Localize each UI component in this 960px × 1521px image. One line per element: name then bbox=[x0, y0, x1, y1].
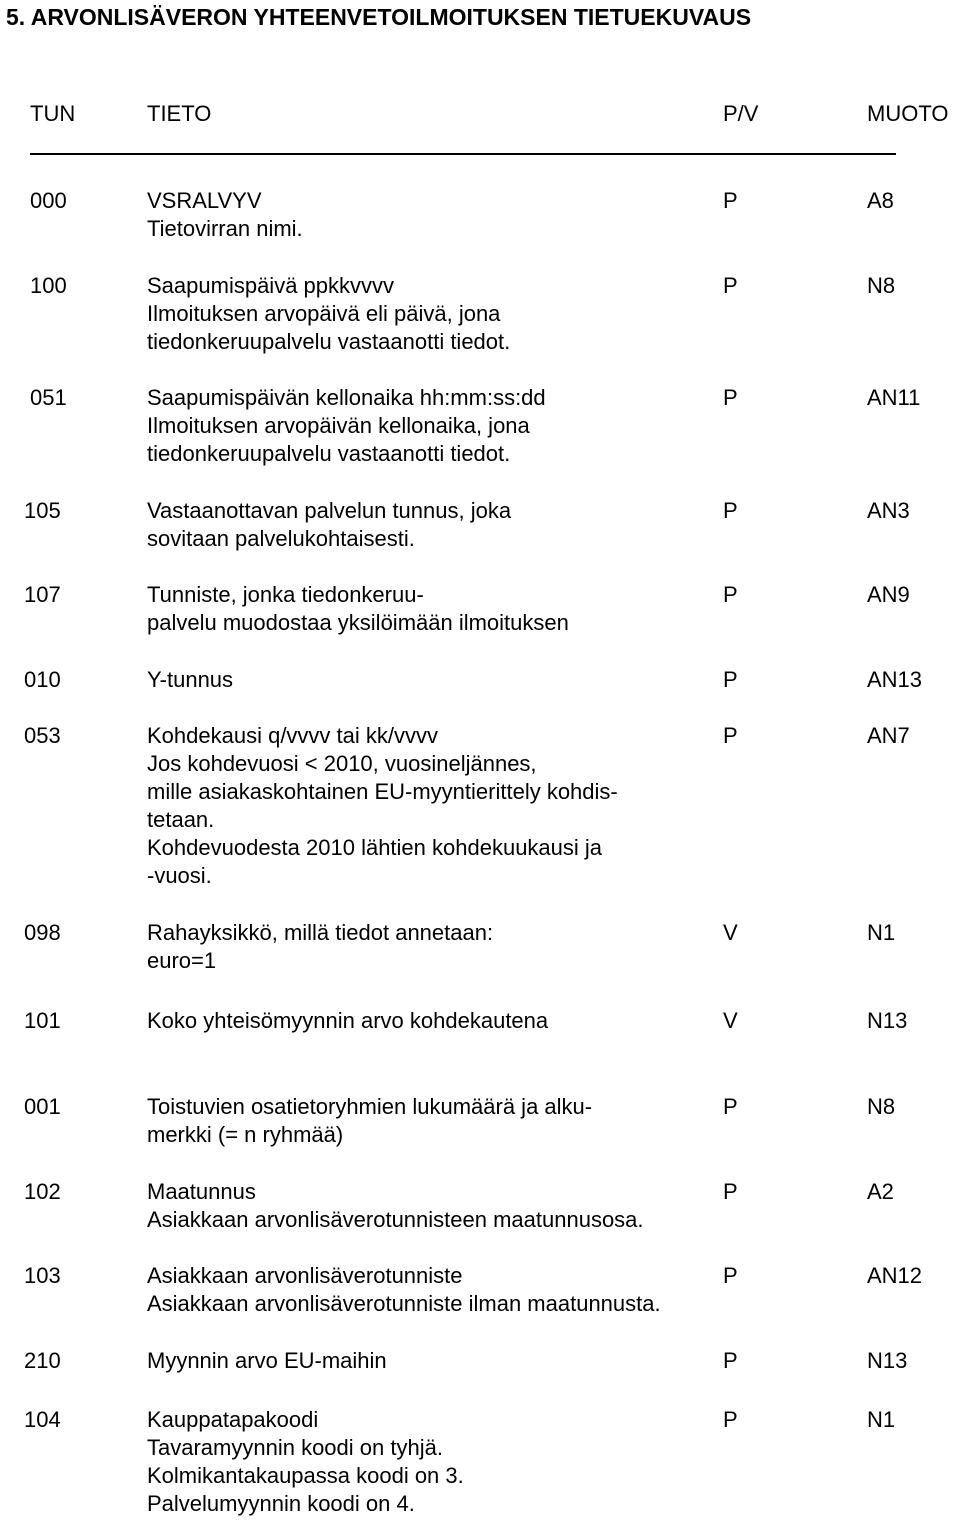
field-required: P bbox=[723, 1179, 738, 1204]
description-line: tetaan. bbox=[147, 807, 215, 832]
description-line: euro=1 bbox=[147, 948, 217, 973]
field-description bbox=[147, 1093, 592, 1149]
field-required: P bbox=[723, 723, 738, 748]
field-format: N13 bbox=[867, 1008, 908, 1033]
field-description bbox=[147, 1007, 548, 1035]
field-description bbox=[147, 666, 233, 694]
field-code: 098 bbox=[24, 920, 61, 945]
field-code: 102 bbox=[24, 1179, 61, 1204]
field-code: 051 bbox=[30, 385, 67, 410]
description-line: Toistuvien osatietoryhmien lukumäärä ja alku- bbox=[147, 1094, 593, 1119]
description-line: Ilmoituksen arvopäivä eli päivä, jona bbox=[147, 301, 501, 326]
field-required: P bbox=[723, 498, 738, 523]
description-line: Palvelumyynnin koodi on 4. bbox=[147, 1491, 415, 1516]
table-row bbox=[0, 722, 960, 888]
field-code: 001 bbox=[24, 1094, 61, 1119]
description-line: Saapumispäivän kellonaika hh:mm:ss:dd bbox=[147, 385, 546, 410]
description-line: Kohdekausi q/vvvv tai kk/vvvv bbox=[147, 723, 439, 748]
description-line: Y-tunnus bbox=[147, 667, 234, 692]
table-row bbox=[0, 581, 960, 635]
field-description bbox=[147, 1262, 661, 1318]
field-description bbox=[147, 497, 511, 553]
field-description bbox=[147, 919, 493, 975]
header-tieto: TIETO bbox=[147, 101, 212, 126]
header-divider bbox=[30, 153, 896, 155]
field-format: AN13 bbox=[867, 667, 923, 692]
field-format: AN3 bbox=[867, 498, 910, 523]
field-code: 000 bbox=[30, 188, 67, 213]
description-line: tiedonkeruupalvelu vastaanotti tiedot. bbox=[147, 441, 511, 466]
field-required: P bbox=[723, 385, 738, 410]
table-row bbox=[0, 187, 960, 241]
field-required: V bbox=[723, 1008, 738, 1033]
field-format: N1 bbox=[867, 920, 896, 945]
field-format: N1 bbox=[867, 1407, 896, 1432]
field-description bbox=[147, 1178, 644, 1234]
table-row bbox=[0, 272, 960, 354]
table-row bbox=[0, 384, 960, 466]
header-pv: P/V bbox=[723, 101, 759, 126]
table-row bbox=[0, 1347, 960, 1373]
description-line: Rahayksikkö, millä tiedot annetaan: bbox=[147, 920, 494, 945]
field-description bbox=[147, 1347, 387, 1375]
field-code: 107 bbox=[24, 582, 61, 607]
description-line: Asiakkaan arvonlisäverotunniste ilman maatunnusta. bbox=[147, 1291, 661, 1316]
field-format: AN9 bbox=[867, 582, 910, 607]
description-line: -vuosi. bbox=[147, 863, 212, 888]
field-description bbox=[147, 272, 510, 356]
table-row bbox=[0, 1262, 960, 1316]
field-required: P bbox=[723, 667, 738, 692]
field-description bbox=[147, 1406, 464, 1518]
description-line: Ilmoituksen arvopäivän kellonaika, jona bbox=[147, 413, 530, 438]
field-code: 105 bbox=[24, 498, 61, 523]
table-row bbox=[0, 666, 960, 692]
table-row bbox=[0, 919, 960, 973]
table-row bbox=[0, 1178, 960, 1232]
description-line: palvelu muodostaa yksilöimään ilmoituksen bbox=[147, 610, 569, 635]
table-row bbox=[0, 1093, 960, 1147]
table-row bbox=[0, 1007, 960, 1033]
field-code: 010 bbox=[24, 667, 61, 692]
field-required: P bbox=[723, 1094, 738, 1119]
field-format: A8 bbox=[867, 188, 894, 213]
header-muoto: MUOTO bbox=[867, 101, 949, 126]
description-line: Kolmikantakaupassa koodi on 3. bbox=[147, 1463, 464, 1488]
field-required: P bbox=[723, 188, 738, 213]
description-line: Myynnin arvo EU-maihin bbox=[147, 1348, 387, 1373]
field-description bbox=[147, 187, 303, 243]
table-row bbox=[0, 497, 960, 551]
description-line: Kauppatapakoodi bbox=[147, 1407, 319, 1432]
field-code: 103 bbox=[24, 1263, 61, 1288]
field-format: AN12 bbox=[867, 1263, 923, 1288]
field-format: AN7 bbox=[867, 723, 910, 748]
field-format: N8 bbox=[867, 273, 896, 298]
description-line: Tietovirran nimi. bbox=[147, 216, 303, 241]
field-code: 210 bbox=[24, 1348, 61, 1373]
field-required: P bbox=[723, 1348, 738, 1373]
field-format: N13 bbox=[867, 1348, 908, 1373]
description-line: Vastaanottavan palvelun tunnus, joka bbox=[147, 498, 512, 523]
description-line: sovitaan palvelukohtaisesti. bbox=[147, 526, 415, 551]
description-line: Maatunnus bbox=[147, 1179, 256, 1204]
field-format: N8 bbox=[867, 1094, 896, 1119]
field-format: A2 bbox=[867, 1179, 894, 1204]
description-line: VSRALVYV bbox=[147, 188, 262, 213]
field-description bbox=[147, 581, 569, 637]
header-tun: TUN bbox=[30, 101, 76, 126]
table-row bbox=[0, 1406, 960, 1516]
field-required: V bbox=[723, 920, 738, 945]
field-required: P bbox=[723, 1407, 738, 1432]
description-line: Jos kohdevuosi < 2010, vuosineljännes, bbox=[147, 751, 537, 776]
description-line: Tunniste, jonka tiedonkeruu- bbox=[147, 582, 424, 607]
field-code: 100 bbox=[30, 273, 67, 298]
field-code: 053 bbox=[24, 723, 61, 748]
description-line: Kohdevuodesta 2010 lähtien kohdekuukausi ja bbox=[147, 835, 603, 860]
description-line: mille asiakaskohtainen EU-myyntierittely kohdis- bbox=[147, 779, 618, 804]
field-description bbox=[147, 384, 546, 468]
field-code: 104 bbox=[24, 1407, 61, 1432]
field-required: P bbox=[723, 1263, 738, 1288]
description-line: Koko yhteisömyynnin arvo kohdekautena bbox=[147, 1008, 549, 1033]
description-line: Tavaramyynnin koodi on tyhjä. bbox=[147, 1435, 443, 1460]
description-line: Saapumispäivä ppkkvvvv bbox=[147, 273, 395, 298]
field-required: P bbox=[723, 273, 738, 298]
field-format: AN11 bbox=[867, 385, 921, 410]
field-description bbox=[147, 722, 618, 890]
page-title: 5. ARVONLISÄVERON YHTEENVETOILMOITUKSEN TIETUEKUVAUS bbox=[6, 4, 752, 30]
description-line: tiedonkeruupalvelu vastaanotti tiedot. bbox=[147, 329, 511, 354]
description-line: Asiakkaan arvonlisäverotunnisteen maatunnusosa. bbox=[147, 1207, 644, 1232]
field-code: 101 bbox=[24, 1008, 61, 1033]
description-line: Asiakkaan arvonlisäverotunniste bbox=[147, 1263, 463, 1288]
description-line: merkki (= n ryhmää) bbox=[147, 1122, 344, 1147]
field-required: P bbox=[723, 582, 738, 607]
